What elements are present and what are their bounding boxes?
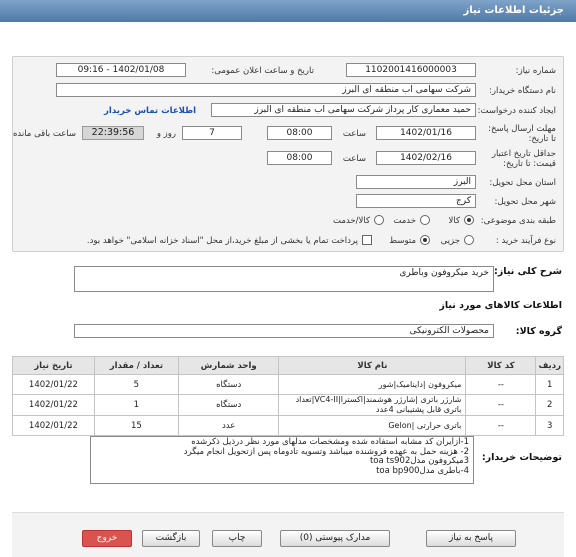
- col-header-unit: واحد شمارش: [178, 357, 278, 375]
- announce-date-field: 1402/01/08 - 09:16: [56, 63, 186, 77]
- buyer-field: شرکت سهامی اب منطقه ای البرز: [56, 83, 476, 97]
- col-header-row: ردیف: [536, 357, 564, 375]
- cell-date: 1402/01/22: [13, 375, 95, 395]
- treasury-checkbox[interactable]: [362, 235, 372, 245]
- category-both-label: کالا/خدمت: [333, 216, 370, 226]
- cell-qty: 1: [94, 395, 178, 416]
- remaining-label: ساعت باقی مانده: [12, 129, 76, 139]
- cell-row: 3: [536, 416, 564, 436]
- cell-qty: 15: [94, 416, 178, 436]
- cell-code: --: [466, 416, 536, 436]
- goods-table: [12, 356, 564, 436]
- table-row: [13, 395, 564, 416]
- cell-date: 1402/01/22: [13, 395, 95, 416]
- goods-group-label: گروه کالا:: [515, 326, 562, 337]
- need-number-field: 1102001416000003: [346, 63, 476, 77]
- goods-section-title: اطلاعات کالاهای مورد نیاز: [439, 300, 562, 311]
- deadline-time-label: ساعت: [342, 129, 366, 139]
- cell-name: باتری حرارتی |Gelon: [279, 416, 466, 436]
- province-label: استان محل تحویل:: [489, 178, 556, 188]
- table-row: [13, 416, 564, 436]
- table-row: [13, 375, 564, 395]
- category-goods-label: کالا: [448, 216, 460, 226]
- attachments-button[interactable]: مدارک پیوستی (0): [280, 530, 390, 547]
- col-header-qty: تعداد / مقدار: [94, 357, 178, 375]
- process-label: نوع فرآیند خرید :: [495, 236, 556, 246]
- summary-field: خرید میکروفون وباطری: [74, 266, 494, 292]
- note-line: 3میکروفون مدلtoa ts902: [369, 456, 469, 466]
- deadline-label: مهلت ارسال پاسخ: تا تاریخ:: [488, 124, 556, 144]
- validity-date-field: 1402/02/16: [376, 151, 476, 165]
- table-header-row: [13, 357, 564, 375]
- col-header-name: نام کالا: [279, 357, 466, 375]
- province-field: البرز: [356, 175, 476, 189]
- reply-button[interactable]: پاسخ به نیاز: [426, 530, 516, 547]
- buyer-label: نام دستگاه خریدار:: [489, 86, 556, 96]
- cell-unit: دستگاه: [178, 395, 278, 416]
- exit-button[interactable]: خروج: [82, 530, 132, 547]
- buyer-contact-link[interactable]: اطلاعات تماس خریدار: [104, 106, 196, 116]
- remaining-time-field: 22:39:56: [82, 126, 144, 140]
- cell-unit: عدد: [178, 416, 278, 436]
- cell-code: --: [466, 375, 536, 395]
- col-header-date: تاریخ نیاز: [13, 357, 95, 375]
- cell-code: --: [466, 395, 536, 416]
- cell-name: شارژر باتری |شارژر هوشمند|اکسترا|VC4-II|تعداد باتری قابل پشتیبانی 4عدد: [279, 395, 466, 416]
- buyer-notes-label: توضیحات خریدار:: [481, 452, 562, 463]
- deadline-time-field: 08:00: [267, 126, 332, 140]
- validity-time-label: ساعت: [342, 154, 366, 164]
- treasury-note: پرداخت تمام یا بخشی از مبلغ خرید،از محل "اسناد خزانه اسلامی" خواهد بود.: [86, 236, 358, 246]
- process-medium-label: متوسط: [389, 236, 416, 246]
- days-remaining-field: 7: [182, 126, 242, 140]
- city-label: شهر محل تحویل:: [494, 197, 556, 207]
- category-label: طبقه بندی موضوعی:: [480, 216, 556, 226]
- announce-date-label: تاریخ و ساعت اعلان عمومی:: [211, 66, 314, 76]
- goods-group-field: محصولات الکترونیکی: [74, 324, 494, 338]
- cell-row: 1: [536, 375, 564, 395]
- col-header-code: کد کالا: [466, 357, 536, 375]
- category-goods-radio[interactable]: [464, 215, 474, 225]
- summary-label: شرح کلی نیاز:: [493, 266, 562, 277]
- print-button[interactable]: چاپ: [212, 530, 262, 547]
- process-partial-radio[interactable]: [464, 235, 474, 245]
- back-button[interactable]: بازگشت: [142, 530, 200, 547]
- category-both-radio[interactable]: [374, 215, 384, 225]
- page-header: جزئیات اطلاعات نیاز: [0, 0, 576, 22]
- validity-label: حداقل تاریخ اعتبار قیمت: تا تاریخ:: [491, 149, 556, 169]
- deadline-date-field: 1402/01/16: [376, 126, 476, 140]
- process-partial-label: جزیی: [440, 236, 460, 246]
- category-service-label: خدمت: [393, 216, 416, 226]
- cell-row: 2: [536, 395, 564, 416]
- note-line: 4-باطری مدلtoa bp900: [376, 465, 469, 476]
- validity-time-field: 08:00: [267, 151, 332, 165]
- cell-unit: دستگاه: [178, 375, 278, 395]
- cell-date: 1402/01/22: [13, 416, 95, 436]
- creator-field: حمید معماری کار پرداز شرکت سهامی اب منطقه ای البرز: [211, 103, 476, 117]
- days-label: روز و: [156, 129, 176, 139]
- category-service-radio[interactable]: [420, 215, 430, 225]
- cell-qty: 5: [94, 375, 178, 395]
- buyer-notes-box: [90, 436, 474, 484]
- creator-label: ایجاد کننده درخواست:: [477, 106, 556, 116]
- city-field: کرج: [356, 194, 476, 208]
- note-line: 1-ازایران کد مشابه استفاده شده ومشخصات مدلهای مورد نظر درذیل ذکرشده: [191, 437, 469, 447]
- need-number-label: شماره نیاز:: [515, 66, 556, 76]
- cell-name: میکروفون |داینامیک|شور: [279, 375, 466, 395]
- note-line: 2- هزینه حمل به عهده فروشنده میباشد وتسویه تادوماه پس ازتحویل انجام میگرد: [183, 446, 469, 457]
- process-medium-radio[interactable]: [420, 235, 430, 245]
